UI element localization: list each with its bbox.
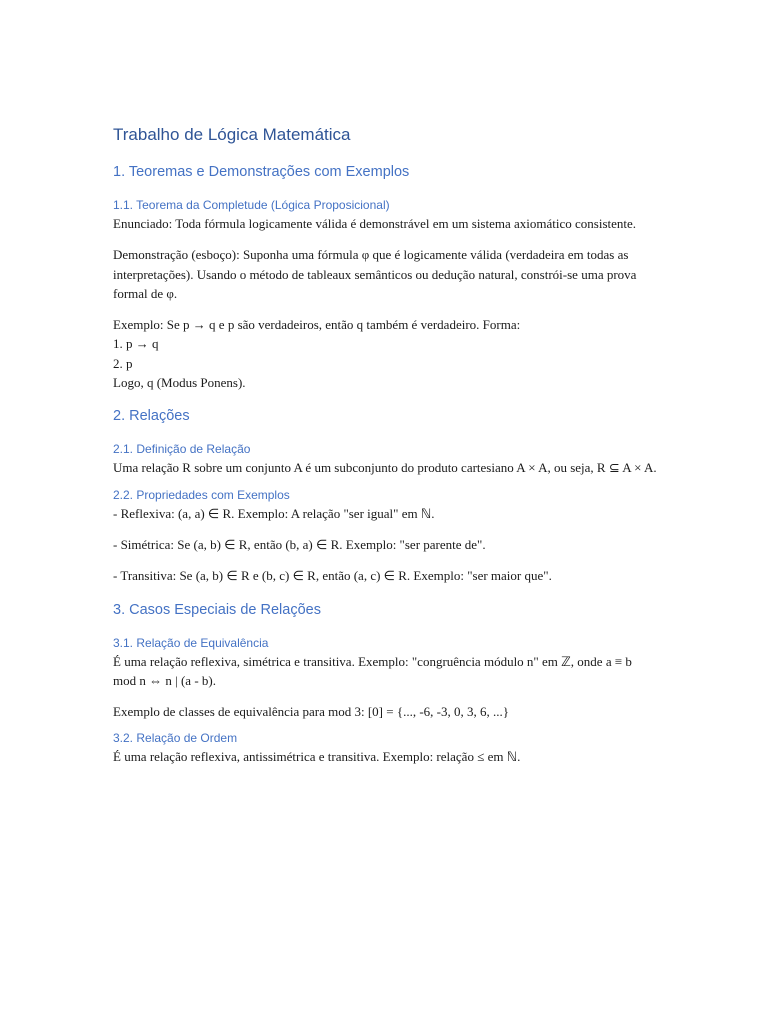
- section-3-heading: 3. Casos Especiais de Relações: [113, 601, 321, 618]
- document-title: Trabalho de Lógica Matemática: [113, 125, 351, 144]
- subsection-3-2-heading: 3.2. Relação de Ordem: [113, 731, 238, 746]
- section-2-heading: 2. Relações: [113, 408, 190, 425]
- example-line: 1. p → q: [113, 336, 159, 352]
- transitive-property: - Transitiva: Se (a, b) ∈ R e (b, c) ∈ R, então (a, c) ∈ R. Exemplo: "ser maior que".: [113, 568, 552, 584]
- example-block: [113, 315, 658, 392]
- subsection-1-1-heading: 1.1. Teorema da Completude (Lógica Proposicional): [113, 198, 390, 212]
- order-relation-paragraph: É uma relação reflexiva, antissimétrica e transitiva. Exemplo: relação ≤ em ℕ.: [113, 749, 521, 765]
- relation-definition-paragraph: Uma relação R sobre um conjunto A é um subconjunto do produto cartesiano A × A, ou seja, R ⊆ A × A.: [113, 460, 657, 476]
- reflexive-property: - Reflexiva: (a, a) ∈ R. Exemplo: A relação "ser igual" em ℕ.: [113, 505, 435, 521]
- subsection-2-1-heading: 2.1. Definição de Relação: [113, 442, 251, 457]
- example-line: 2. p: [113, 355, 133, 371]
- symmetric-property: - Simétrica: Se (a, b) ∈ R, então (b, a) ∈ R. Exemplo: "ser parente de".: [113, 536, 486, 552]
- statement-paragraph: Enunciado: Toda fórmula logicamente válida é demonstrável em um sistema axiomático consistente.: [113, 216, 637, 231]
- equivalence-paragraph: É uma relação reflexiva, simétrica e transitiva. Exemplo: "congruência módulo n" em ℤ, onde a ≡ b mod n ⇔ n | (a - b).: [113, 653, 632, 688]
- equivalence-classes-paragraph: Exemplo de classes de equivalência para mod 3: [0] = {..., -6, -3, 0, 3, 6, ...}: [113, 704, 509, 720]
- document-page: [113, 124, 658, 779]
- subsection-2-2-heading: 2.2. Propriedades com Exemplos: [113, 487, 290, 502]
- proof-sketch-paragraph: Demonstração (esboço): Suponha uma fórmula φ que é logicamente válida (verdadeira em todas as interpretações). Usando o método de tableaux semânticos ou dedução natural, constrói-se uma prova formal de φ.: [113, 247, 637, 301]
- example-line: Logo, q (Modus Ponens).: [113, 375, 246, 391]
- subsection-3-1-heading: 3.1. Relação de Equivalência: [113, 635, 269, 650]
- section-1-heading: 1. Teoremas e Demonstrações com Exemplos: [113, 164, 410, 180]
- example-line: Exemplo: Se p → q e p são verdadeiros, então q também é verdadeiro. Forma:: [113, 317, 521, 333]
